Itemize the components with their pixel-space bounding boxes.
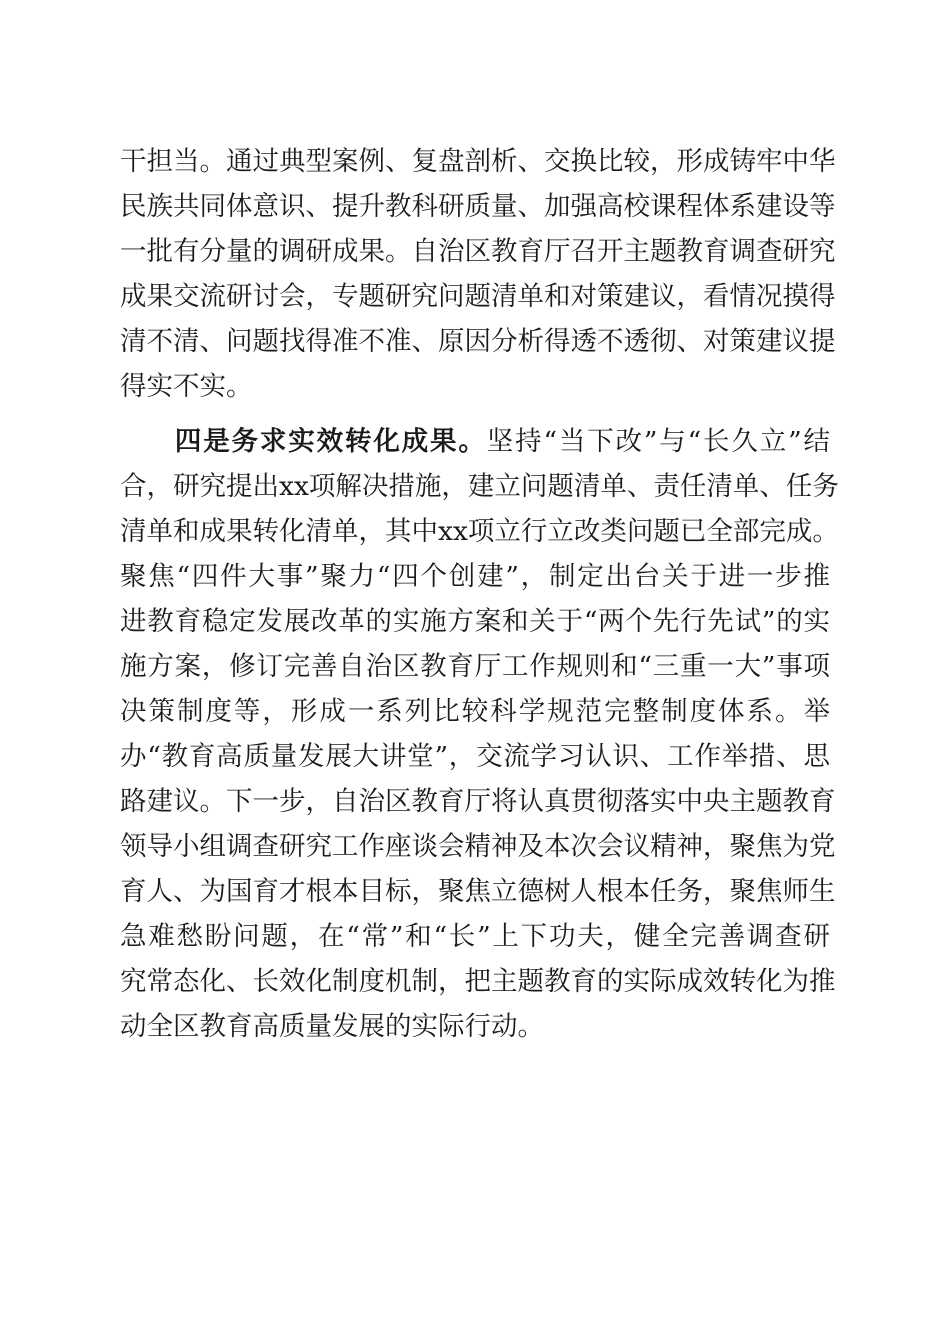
text-line: 办“教育高质量发展大讲堂”，交流学习认识、工作举措、思 xyxy=(120,741,830,772)
text-line: 民族共同体意识、提升教科研质量、加强高校课程体系建设等 xyxy=(120,191,836,222)
text-line: 施方案，修订完善自治区教育厅工作规则和“三重一大”事项 xyxy=(120,651,830,682)
paragraph xyxy=(120,419,839,1049)
text-line: 清单和成果转化清单，其中xx项立行立改类问题已全部完成。 xyxy=(120,516,839,547)
text-line: 清不清、问题找得准不准、原因分析得透不透彻、对策建议提 xyxy=(120,326,836,357)
section-heading: 四是务求实效转化成果。 xyxy=(173,426,487,457)
text-line: 急难愁盼问题，在“常”和“长”上下功夫，健全完善调查研 xyxy=(120,921,830,952)
paragraph xyxy=(120,139,836,409)
text-line: 究常态化、长效化制度机制，把主题教育的实际成效转化为推 xyxy=(120,966,836,997)
text-line: 决策制度等，形成一系列比较科学规范完整制度体系。举 xyxy=(120,696,830,727)
text-line: 进教育稳定发展改革的实施方案和关于“两个先行先试”的实 xyxy=(120,606,830,637)
paragraph-gap xyxy=(120,409,830,419)
text-line: 得实不实。 xyxy=(120,371,253,402)
document-body xyxy=(120,139,839,1049)
text-line: 路建议。下一步，自治区教育厅将认真贯彻落实中央主题教育 xyxy=(120,786,836,817)
text-line: 领导小组调查研究工作座谈会精神及本次会议精神，聚焦为党 xyxy=(120,831,836,862)
text-line: 一批有分量的调研成果。自治区教育厅召开主题教育调查研究 xyxy=(120,236,836,267)
text-segment: 坚持“当下改”与“长久立”结 xyxy=(486,426,830,457)
text-line: 合，研究提出xx项解决措施，建立问题清单、责任清单、任务 xyxy=(120,471,839,502)
text-line: 成果交流研讨会，专题研究问题清单和对策建议，看情况摸得 xyxy=(120,281,836,312)
text-line: 干担当。通过典型案例、复盘剖析、交换比较，形成铸牢中华 xyxy=(120,146,836,177)
text-line: 育人、为国育才根本目标，聚焦立德树人根本任务，聚焦师生 xyxy=(120,876,836,907)
text-line xyxy=(120,419,830,464)
text-line: 动全区教育高质量发展的实际行动。 xyxy=(120,1011,544,1042)
text-line: 聚焦“四件大事”聚力“四个创建”，制定出台关于进一步推 xyxy=(120,561,830,592)
